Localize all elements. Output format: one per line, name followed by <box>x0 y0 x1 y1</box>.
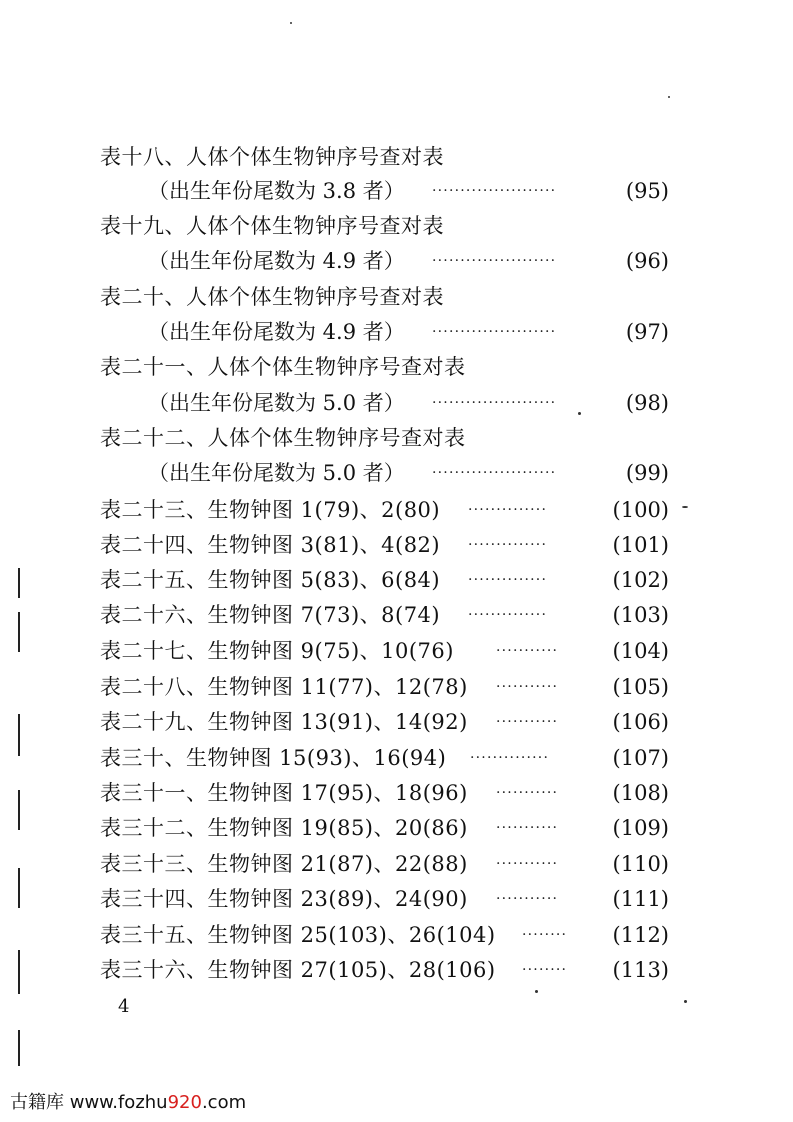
footer-url-number: 920 <box>167 1092 202 1113</box>
toc-entry-title: 表十九、人体个体生物钟序号查对表 <box>100 214 444 238</box>
toc-entry-title: 表二十二、人体个体生物钟序号查对表 <box>100 426 466 450</box>
dot-leader: ······················ <box>432 395 557 411</box>
scan-speck <box>682 506 688 508</box>
toc-entry <box>0 847 793 881</box>
footer-site-name: 古籍库 <box>10 1092 64 1113</box>
toc-entry <box>0 741 793 775</box>
scan-speck <box>668 96 670 98</box>
toc-entry-sub-row <box>0 386 793 420</box>
scan-mark <box>18 868 20 908</box>
toc-entry-title: 表三十、生物钟图 15(93)、16(94) <box>100 746 447 770</box>
toc-entry-title-row <box>0 140 793 174</box>
toc-entry-title: 表二十八、生物钟图 11(77)、12(78) <box>100 675 468 699</box>
scan-speck <box>578 412 581 415</box>
toc-entry <box>0 670 793 704</box>
toc-entry-subtitle: （出生年份尾数为 4.9 者） <box>148 320 405 344</box>
dot-leader: ··········· <box>496 679 559 695</box>
dot-leader: ······················ <box>432 324 557 340</box>
dot-leader: ··········· <box>496 785 559 801</box>
toc-entry-page: (96) <box>625 249 669 273</box>
toc-entry-page: (104) <box>612 639 669 663</box>
toc-entry-title: 表三十二、生物钟图 19(85)、20(86) <box>100 816 468 840</box>
toc-entry-page: (98) <box>625 391 669 415</box>
toc-entry-title: 表二十一、人体个体生物钟序号查对表 <box>100 355 466 379</box>
scan-mark <box>18 714 20 756</box>
toc-entry-title: 表三十四、生物钟图 23(89)、24(90) <box>100 887 468 911</box>
dot-leader: ·············· <box>470 750 550 766</box>
scan-speck <box>684 1000 687 1003</box>
dot-leader: ·············· <box>468 502 548 518</box>
toc-entry <box>0 918 793 952</box>
toc-entry-page: (105) <box>612 675 669 699</box>
toc-entry-title: 表二十五、生物钟图 5(83)、6(84) <box>100 568 441 592</box>
toc-entry-title: 表十八、人体个体生物钟序号查对表 <box>100 145 444 169</box>
footer-url-suffix: .com <box>201 1092 247 1113</box>
footer-url-prefix: www.fozhu <box>69 1092 168 1113</box>
toc-entry-subtitle: （出生年份尾数为 4.9 者） <box>148 249 405 273</box>
toc-entry-subtitle: （出生年份尾数为 5.0 者） <box>148 391 405 415</box>
footer-watermark <box>10 1088 246 1114</box>
toc-entry-page: (110) <box>612 852 669 876</box>
dot-leader: ·············· <box>468 607 548 623</box>
dot-leader: ······················ <box>432 465 557 481</box>
toc-entry <box>0 953 793 987</box>
toc-entry-page: (103) <box>612 603 669 627</box>
toc-entry-title: 表二十、人体个体生物钟序号查对表 <box>100 285 444 309</box>
toc-entry-title-row <box>0 421 793 455</box>
toc-entry-title: 表二十四、生物钟图 3(81)、4(82) <box>100 533 441 557</box>
scan-mark <box>18 790 20 830</box>
toc-entry-page: (100) <box>612 498 669 522</box>
toc-entry <box>0 598 793 632</box>
toc-entry-page: (111) <box>612 887 669 911</box>
toc-entry-title: 表三十五、生物钟图 25(103)、26(104) <box>100 923 496 947</box>
scan-mark <box>18 950 20 994</box>
toc-entry-page: (101) <box>612 533 669 557</box>
toc-entry-title-row <box>0 209 793 243</box>
toc-entry-page: (97) <box>625 320 669 344</box>
dot-leader: ········ <box>522 962 568 978</box>
toc-entry-title: 表三十六、生物钟图 27(105)、28(106) <box>100 958 496 982</box>
scan-mark <box>18 1030 20 1066</box>
dot-leader: ··········· <box>496 643 559 659</box>
toc-entry-sub-row <box>0 244 793 278</box>
toc-entry-title: 表二十六、生物钟图 7(73)、8(74) <box>100 603 441 627</box>
toc-entry-title: 表二十九、生物钟图 13(91)、14(92) <box>100 710 468 734</box>
toc-entry-title: 表三十一、生物钟图 17(95)、18(96) <box>100 781 468 805</box>
toc-entry-subtitle: （出生年份尾数为 5.0 者） <box>148 461 405 485</box>
dot-leader: ········ <box>522 927 568 943</box>
dot-leader: ··········· <box>496 891 559 907</box>
toc-entry-subtitle: （出生年份尾数为 3.8 者） <box>148 179 405 203</box>
scan-mark <box>18 612 20 652</box>
dot-leader: ······················ <box>432 183 557 199</box>
toc-entry <box>0 493 793 527</box>
toc-entry <box>0 776 793 810</box>
page-number: 4 <box>118 996 130 1017</box>
dot-leader: ··········· <box>496 714 559 730</box>
toc-entry-title: 表三十三、生物钟图 21(87)、22(88) <box>100 852 468 876</box>
toc-entry <box>0 882 793 916</box>
toc-entry <box>0 634 793 668</box>
toc-entry-page: (99) <box>625 461 669 485</box>
toc-entry-page: (95) <box>625 179 669 203</box>
toc-entry-title-row <box>0 350 793 384</box>
toc-entry <box>0 811 793 845</box>
dot-leader: ·············· <box>468 572 548 588</box>
toc-entry <box>0 563 793 597</box>
scan-mark <box>18 568 20 598</box>
dot-leader: ·············· <box>468 537 548 553</box>
dot-leader: ··········· <box>496 856 559 872</box>
toc-entry-page: (109) <box>612 816 669 840</box>
toc-entry-title: 表二十三、生物钟图 1(79)、2(80) <box>100 498 441 522</box>
dot-leader: ······················ <box>432 253 557 269</box>
toc-entry-page: (108) <box>612 781 669 805</box>
toc-entry-page: (112) <box>612 923 669 947</box>
scan-speck <box>290 22 292 24</box>
toc-entry-page: (106) <box>612 710 669 734</box>
toc-entry-page: (107) <box>612 746 669 770</box>
toc-entry-sub-row <box>0 174 793 208</box>
toc-entry-title: 表二十七、生物钟图 9(75)、10(76) <box>100 639 454 663</box>
toc-entry-page: (102) <box>612 568 669 592</box>
toc-entry-title-row <box>0 280 793 314</box>
dot-leader: ··········· <box>496 820 559 836</box>
scan-speck <box>535 990 538 993</box>
toc-entry <box>0 528 793 562</box>
toc-entry-sub-row <box>0 456 793 490</box>
toc-entry-page: (113) <box>612 958 669 982</box>
toc-entry-sub-row <box>0 315 793 349</box>
toc-entry <box>0 705 793 739</box>
